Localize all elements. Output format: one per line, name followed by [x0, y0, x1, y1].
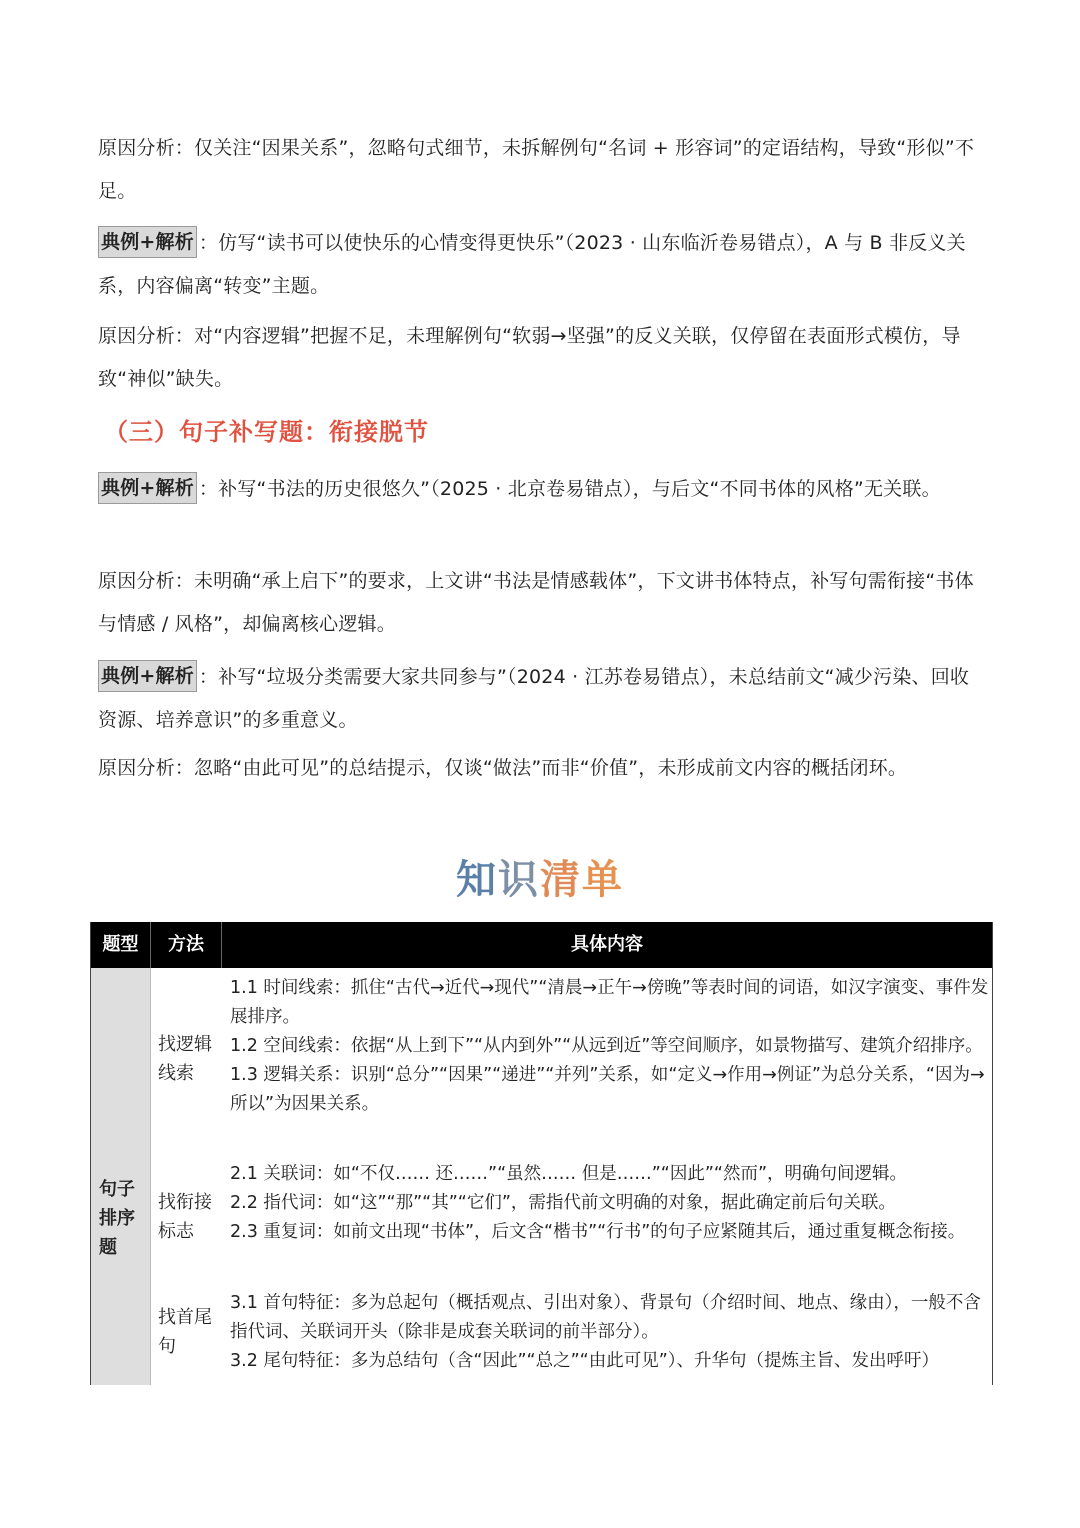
paragraph-example-2 [98, 468, 988, 511]
paragraph-example-1 [98, 222, 988, 308]
paragraph-text: ：仿写“读书可以使快乐的心情变得更快乐”（2023 · 山东临沂卷易错点），A 与 B 非反义关系，内容偏离“转变”主题。 [98, 232, 966, 297]
example-analysis-tag: 典例+解析 [98, 226, 197, 258]
content-item: 3.1 首句特征：多为总起句（概括观点、引出对象）、背景句（介绍时间、地点、缘由），一般不含指代词、关联词开头（除非是成套关联词的前半部分）。 [230, 1293, 981, 1342]
paragraph-cause-analysis-2 [98, 315, 988, 401]
title-char: 知 [456, 857, 498, 903]
paragraph-text: 原因分析：对“内容逻辑”把握不足，未理解例句“软弱→坚强”的反义关联，仅停留在表面形式模仿，导致“神似”缺失。 [98, 325, 961, 390]
content-item: 1.3 逻辑关系：识别“总分”“因果”“递进”“并列”关系，如“定义→作用→例证”为总分关系，“因为→所以”为因果关系。 [230, 1065, 985, 1114]
header-type: 题型 [91, 922, 151, 968]
table-header [91, 922, 992, 968]
content-item: 2.1 关联词：如“不仅…… 还……”“虽然…… 但是……”“因此”“然而”，明确句间逻辑。 [230, 1164, 908, 1184]
paragraph-text: 原因分析：仅关注“因果关系”，忽略句式细节，未拆解例句“名词 + 形容词”的定语结构，导致“形似”不足。 [98, 137, 975, 202]
method-cell-logic-clues: 找逻辑 线索 [158, 1034, 212, 1084]
content-cell-first-last-sentence [230, 1289, 990, 1376]
paragraph-cause-analysis-1 [98, 127, 988, 213]
title-char: 单 [582, 857, 624, 903]
example-analysis-tag: 典例+解析 [98, 472, 197, 504]
paragraph-text: 原因分析：忽略“由此可见”的总结提示，仅谈“做法”而非“价值”，未形成前文内容的概括闭环。 [98, 757, 908, 779]
content-item: 1.1 时间线索：抓住“古代→近代→现代”“清晨→正午→傍晚”等表时间的词语，如汉字演变、事件发展排序。 [230, 978, 989, 1027]
header-method: 方法 [151, 922, 222, 968]
paragraph-text: ：补写“垃圾分类需要大家共同参与”（2024 · 江苏卷易错点），未总结前文“减少污染、回收资源、培养意识”的多重意义。 [98, 666, 970, 731]
title-char: 识 [498, 857, 540, 903]
header-content: 具体内容 [571, 934, 643, 955]
content-cell-logic-clues [230, 974, 990, 1119]
content-item: 3.2 尾句特征：多为总结句（含“因此”“总之”“由此可见”）、升华句（提炼主旨、发出呼吁） [230, 1351, 940, 1371]
type-cell [91, 968, 151, 1385]
type-label: 句子 排序 题 [99, 1179, 135, 1258]
content-item: 2.3 重复词：如前文出现“书体”，后文含“楷书”“行书”的句子应紧随其后，通过重复概念衔接。 [230, 1222, 966, 1242]
method-cell-connection-markers: 找衔接 标志 [158, 1192, 212, 1242]
knowledge-table [90, 922, 993, 1385]
paragraph-example-3 [98, 656, 988, 742]
method-cell-first-last-sentence: 找首尾 句 [158, 1307, 212, 1357]
example-analysis-tag: 典例+解析 [98, 660, 197, 692]
paragraph-cause-analysis-4 [98, 747, 988, 790]
content-item: 2.2 指代词：如“这”“那”“其”“它们”，需指代前文明确的对象，据此确定前后句关联。 [230, 1193, 896, 1213]
paragraph-cause-analysis-3 [98, 560, 988, 646]
title-char: 清 [540, 857, 582, 903]
paragraph-text: ：补写“书法的历史很悠久”（2025 · 北京卷易错点），与后文“不同书体的风格”无关联。 [198, 478, 941, 500]
paragraph-text: 原因分析：未明确“承上启下”的要求，上文讲“书法是情感载体”，下文讲书体特点，补写句需衔接“书体与情感 / 风格”，却偏离核心逻辑。 [98, 570, 974, 635]
knowledge-list-title [0, 850, 1080, 910]
content-cell-connection-markers [230, 1160, 990, 1247]
content-item: 1.2 空间线索：依据“从上到下”“从内到外”“从远到近”等空间顺序，如景物描写、建筑介绍排序。 [230, 1036, 983, 1056]
section-heading: （三）句子补写题：衔接脱节 [104, 417, 429, 446]
